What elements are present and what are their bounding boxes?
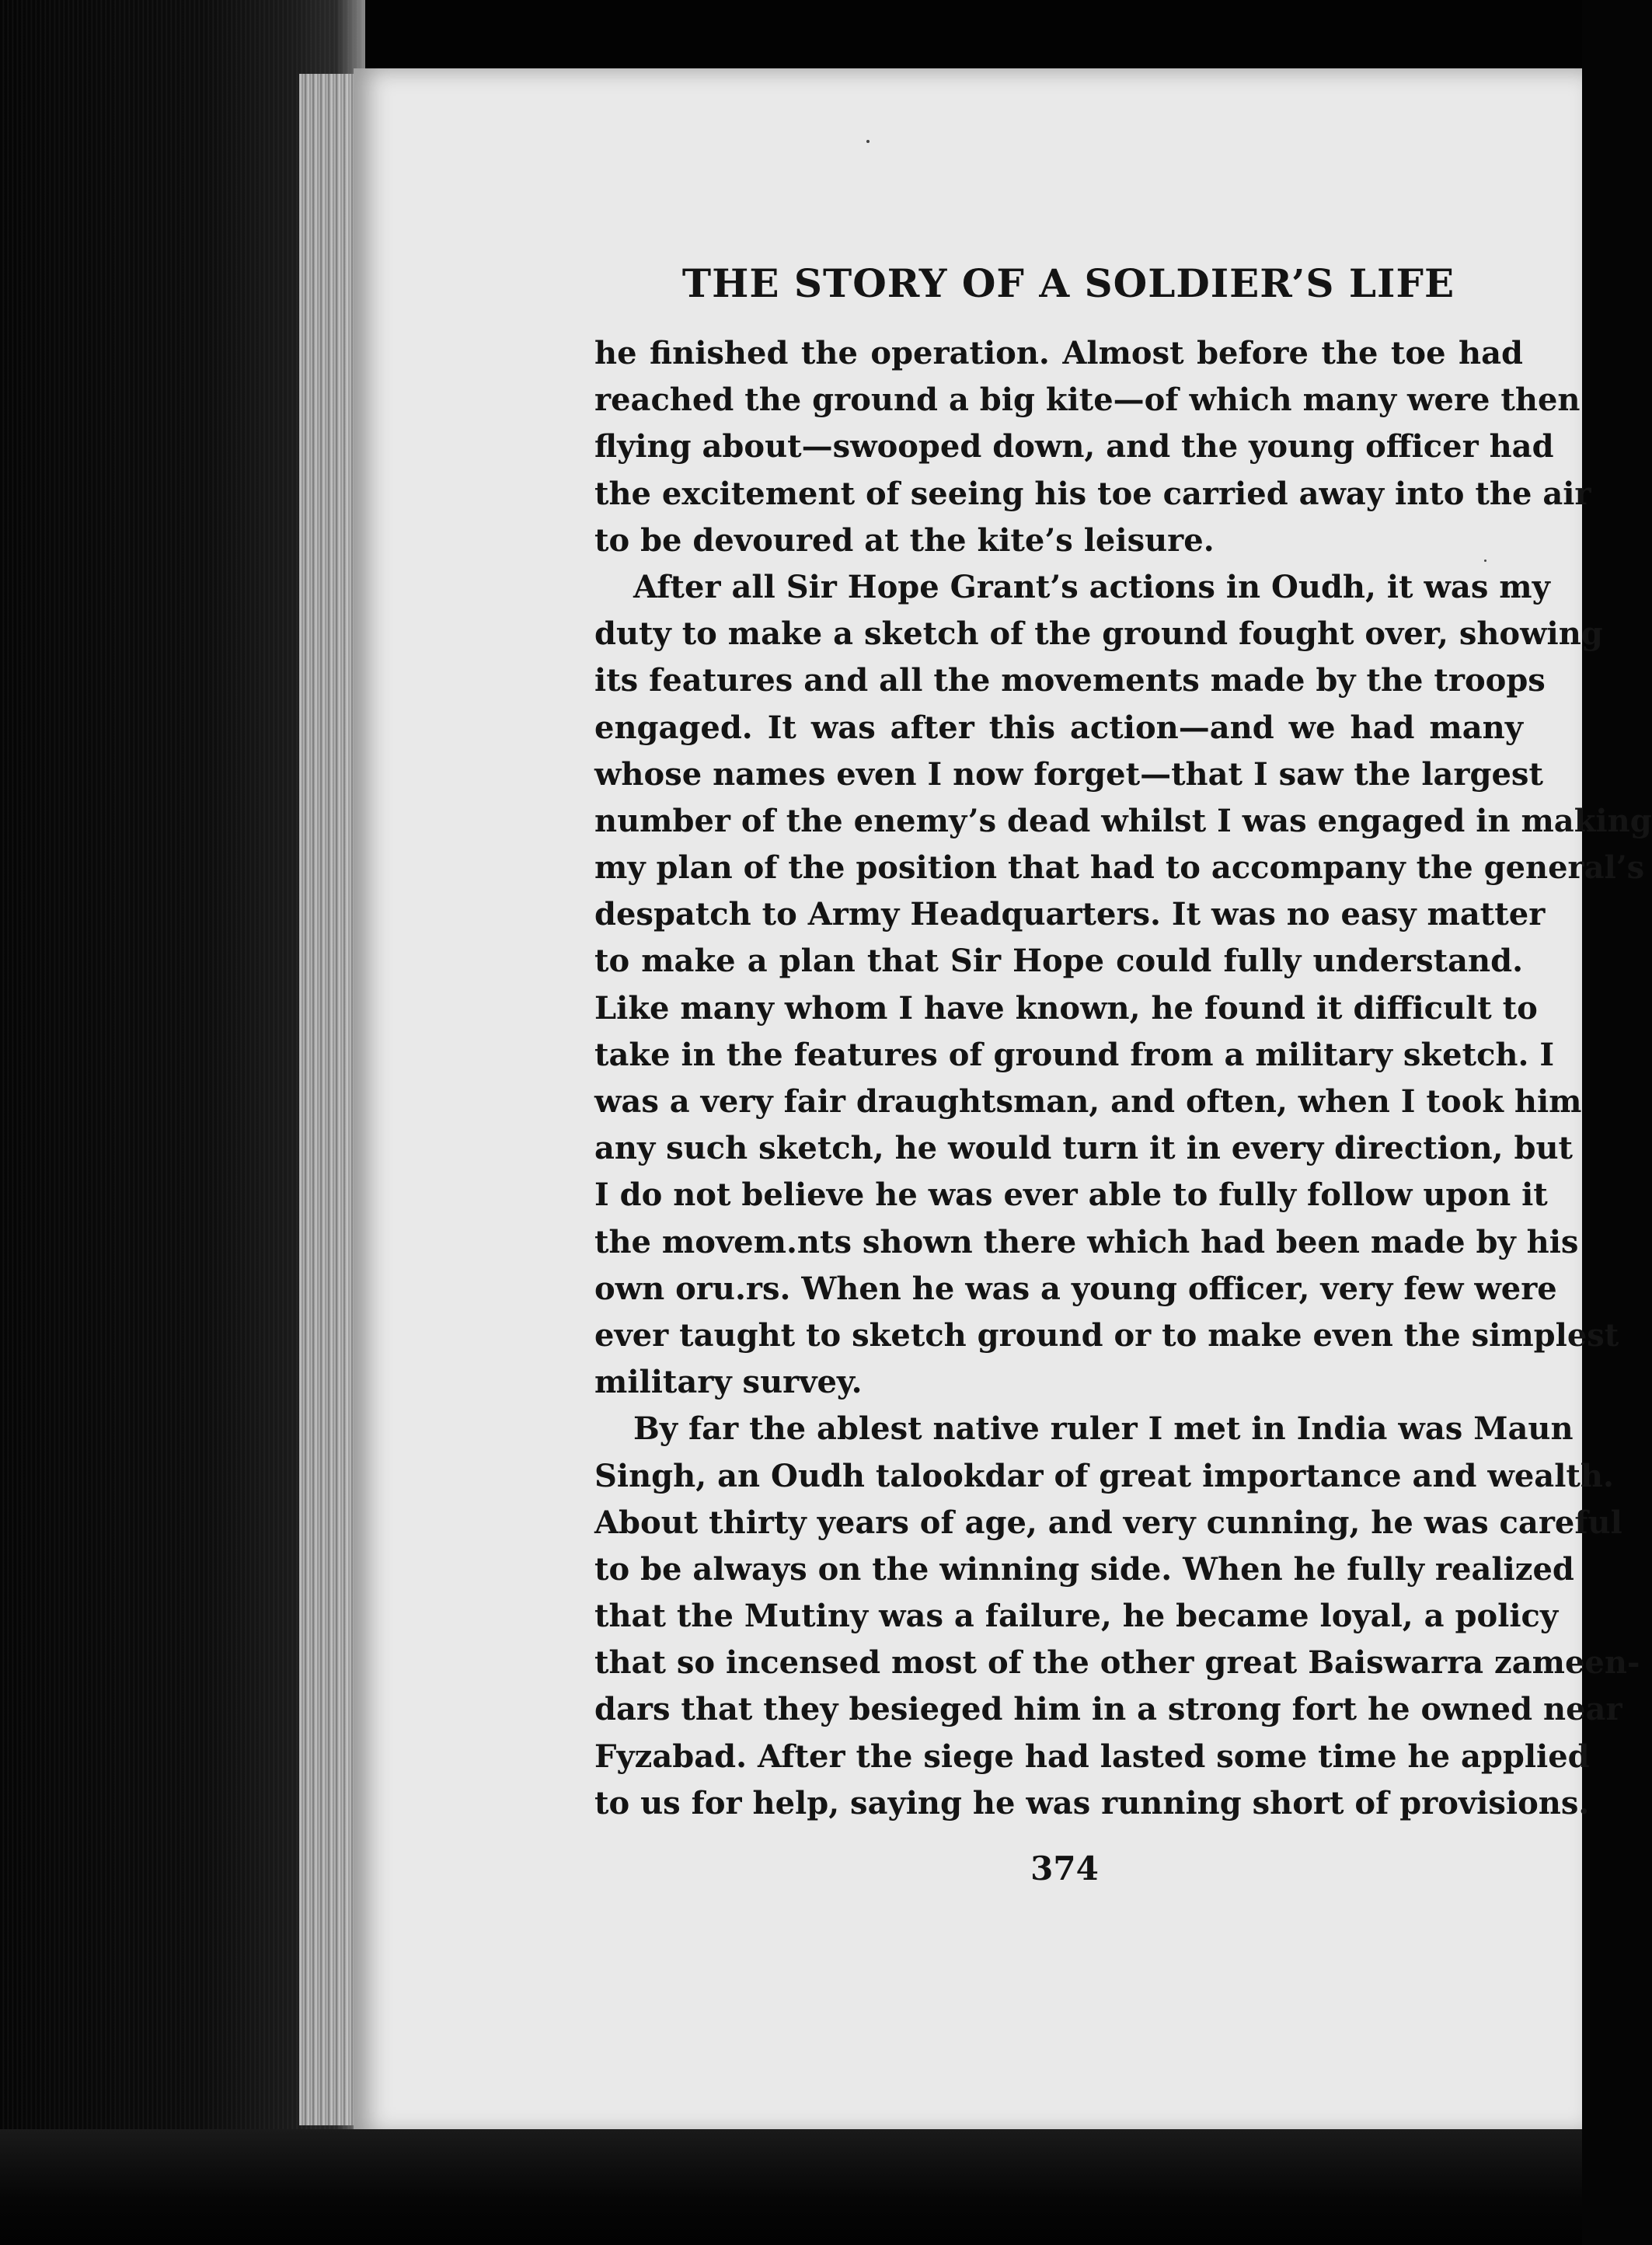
text-line: About thirty years of age, and very cunning, he was careful — [594, 1504, 1622, 1541]
text-line: to be always on the winning side. When he fully realized — [594, 1550, 1574, 1588]
text-line: engaged. It was after this action—and we had many — [594, 709, 1523, 746]
text-line: the excitement of seeing his toe carried away into the air — [594, 475, 1591, 512]
text-line: whose names even I now forget—that I saw the largest — [594, 755, 1543, 793]
text-line: that so incensed most of the other great Baiswarra zameen- — [594, 1644, 1640, 1682]
text-line: After all Sir Hope Grant’s actions in Oudh, it was my — [633, 568, 1550, 605]
text-line: to make a plan that Sir Hope could fully understand. — [594, 943, 1523, 980]
text-line: its features and all the movements made by the troops — [594, 662, 1546, 699]
text-line: duty to make a sketch of the ground fought over, showing — [594, 615, 1603, 653]
text-line: was a very fair draughtsman, and often, when I took him — [594, 1083, 1582, 1120]
text-line: that the Mutiny was a failure, he became loyal, a policy — [594, 1598, 1559, 1635]
page-number: 374 — [1030, 1849, 1099, 1888]
text-line: I do not believe he was ever able to fully follow upon it — [594, 1177, 1548, 1214]
text-line: reached the ground a big kite—of which many were then — [594, 382, 1581, 419]
text-line: dars that they besieged him in a strong fort he owned near — [594, 1691, 1622, 1728]
body-text — [594, 330, 1652, 1827]
text-line: Fyzabad. After the siege had lasted some time he applied — [594, 1738, 1590, 1775]
text-line: take in the features of ground from a military sketch. I — [594, 1036, 1555, 1073]
text-line: military survey. — [594, 1364, 863, 1401]
text-line: to us for help, saying he was running short of provisions. — [594, 1784, 1590, 1821]
dust-speck — [866, 140, 870, 143]
text-line: ever taught to sketch ground or to make even the simplest — [594, 1316, 1619, 1354]
text-line: he finished the operation. Almost before the toe had — [594, 335, 1523, 371]
text-line: flying about—swooped down, and the young officer had — [594, 428, 1554, 465]
text-line: number of the enemy’s dead whilst I was engaged in making — [594, 802, 1652, 839]
text-line: my plan of the position that had to accompany the general’s — [594, 849, 1645, 887]
text-line: By far the ablest native ruler I met in India was Maun — [633, 1410, 1574, 1448]
text-line: any such sketch, he would turn it in every direction, but — [594, 1130, 1574, 1167]
text-line: Like many whom I have known, he found it difficult to — [594, 989, 1538, 1027]
running-head: THE STORY OF A SOLDIER’S LIFE — [681, 260, 1455, 306]
text-line: Singh, an Oudh talookdar of great importance and wealth. — [594, 1457, 1614, 1494]
text-line: own oru.rs. When he was a young officer, very few were — [594, 1270, 1557, 1307]
text-line: despatch to Army Headquarters. It was no easy matter — [594, 896, 1546, 933]
text-line: the movem.nts shown there which had been made by his — [594, 1223, 1579, 1260]
text-line: to be devoured at the kite’s leisure. — [594, 521, 1215, 559]
bottom-shadow — [0, 2129, 1582, 2245]
page-stack-edges — [299, 74, 354, 2125]
